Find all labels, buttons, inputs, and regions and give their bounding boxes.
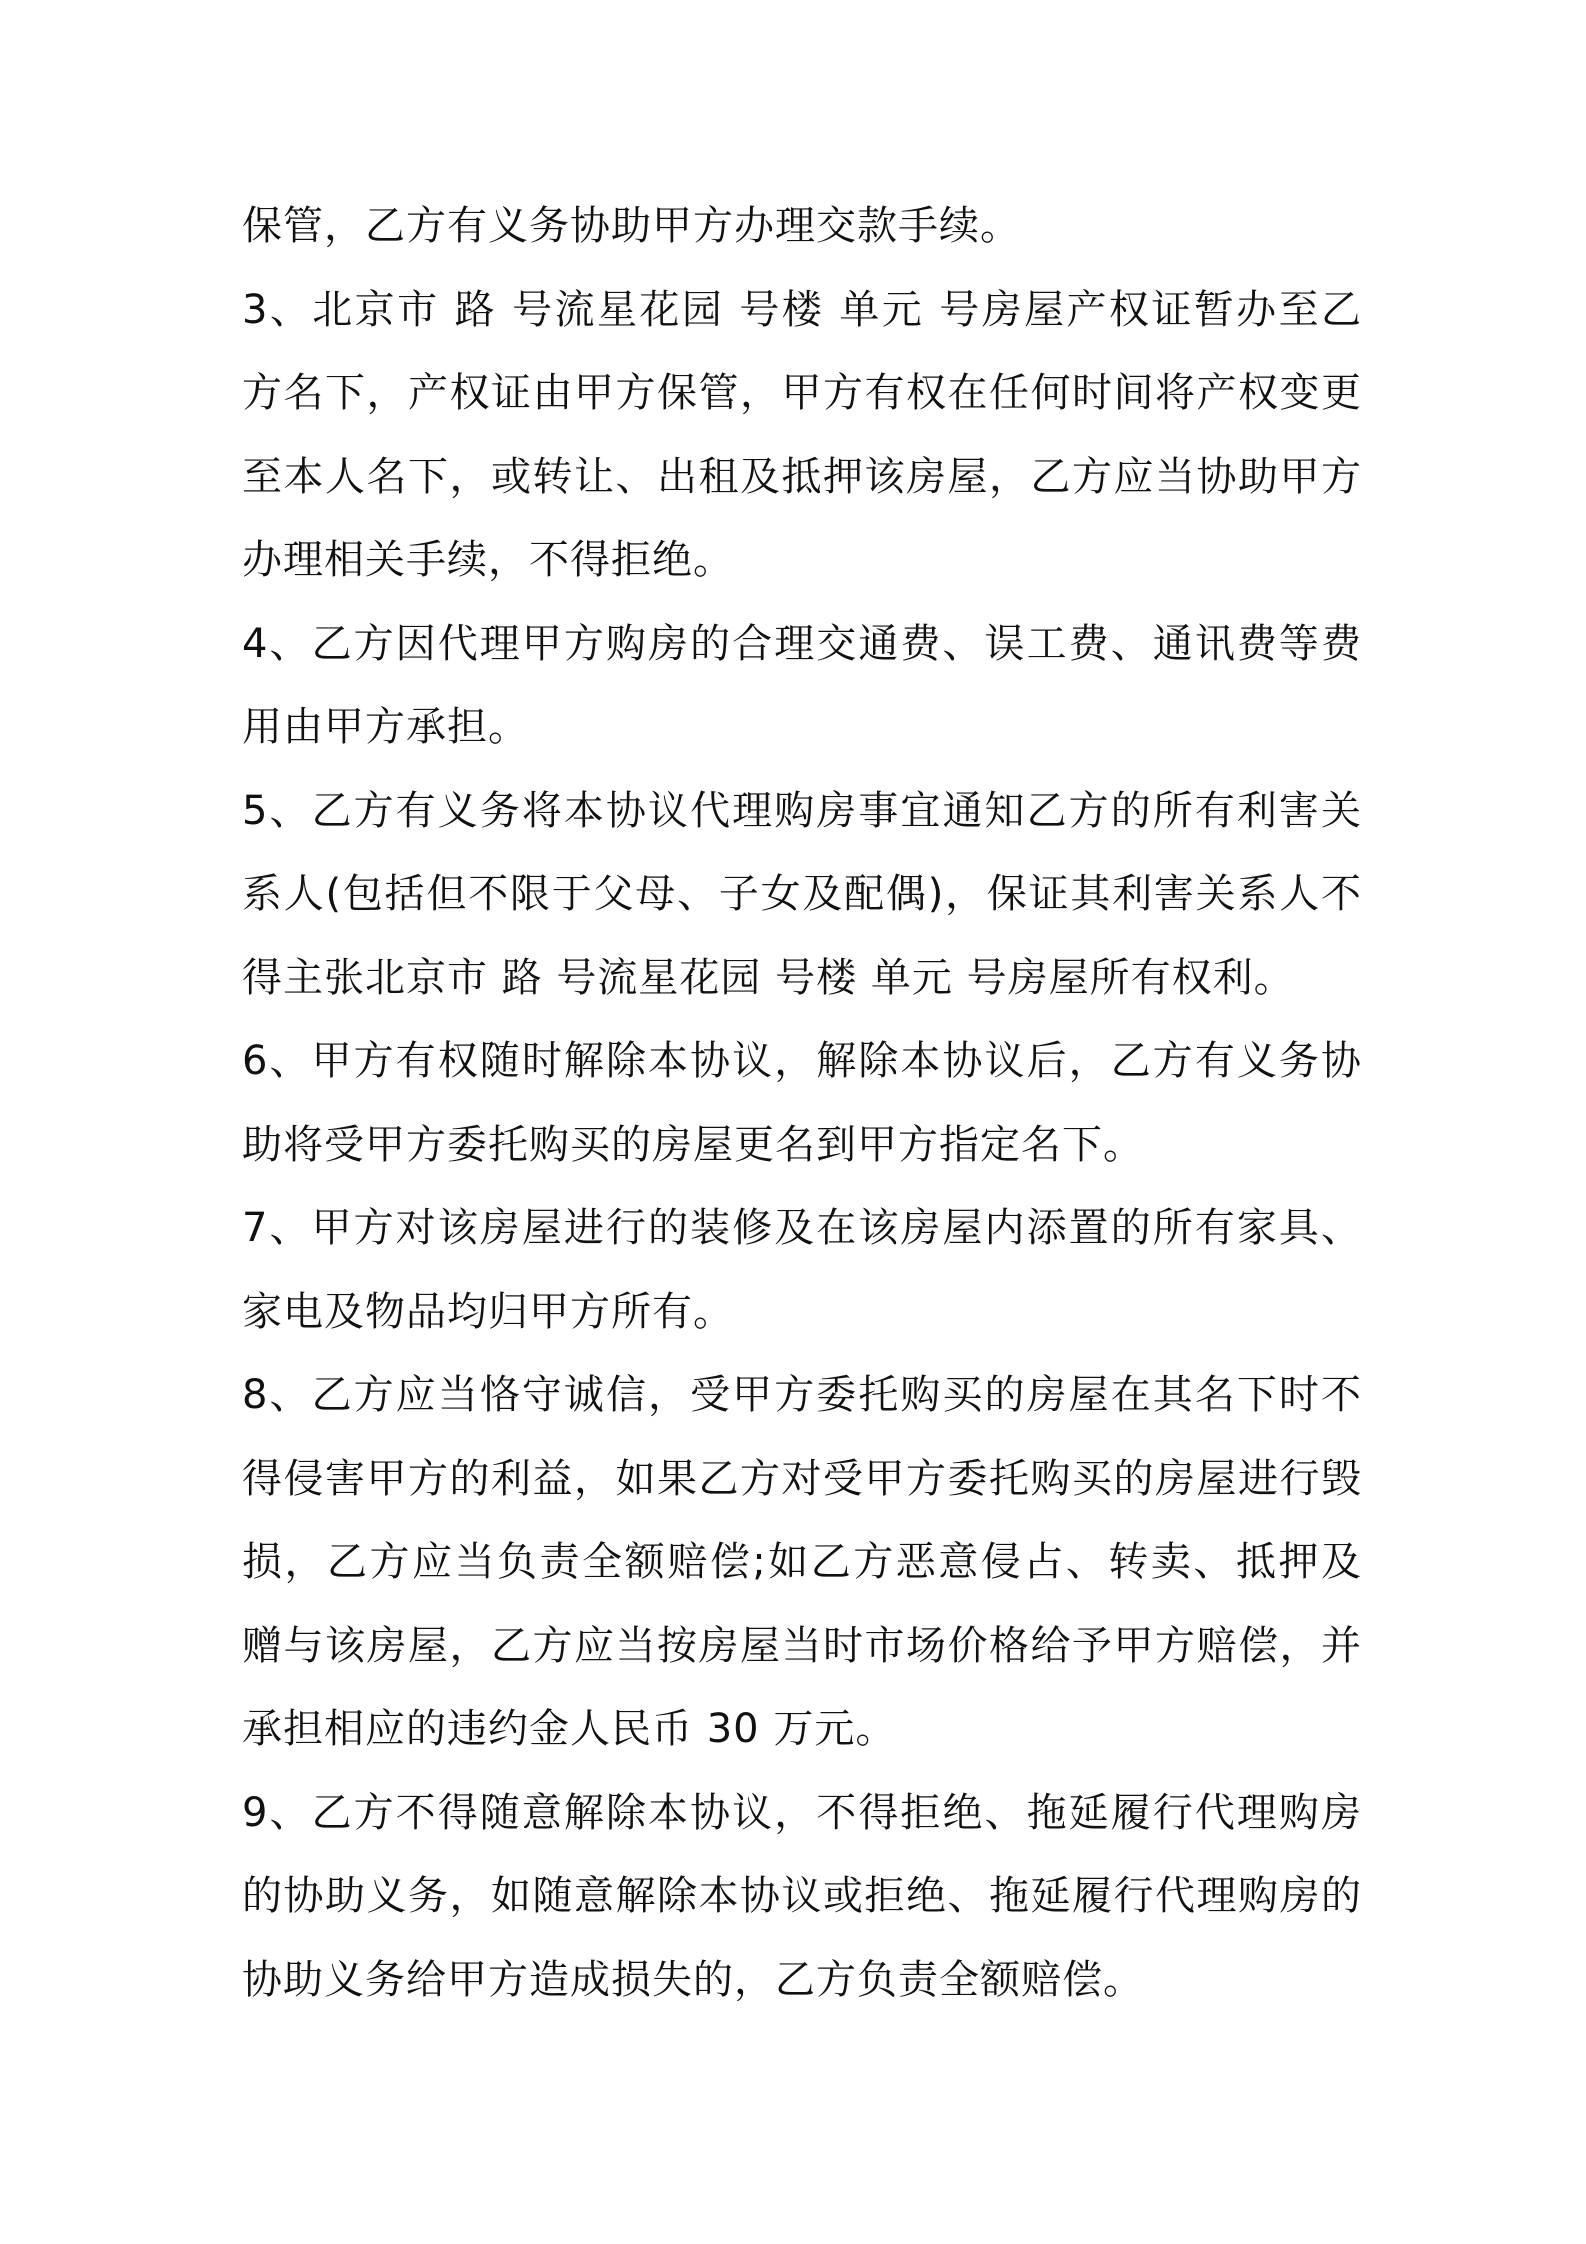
document-body: [242, 185, 1362, 2022]
paragraph-clause-9: 9、乙方不得随意解除本协议，不得拒绝、拖延履行代理购房的协助义务，如随意解除本协议或拒绝、拖延履行代理购房的协助义务给甲方造成损失的，乙方负责全额赔偿。: [242, 1789, 1362, 2003]
paragraph-clause-5: 5、乙方有义务将本协议代理购房事宜通知乙方的所有利害关系人(包括但不限于父母、子女及配偶)，保证其利害关系人不得主张北京市 路 号流星花园 号楼 单元 号房屋所有权利。: [242, 787, 1362, 1001]
paragraph-clause-6: 6、甲方有权随时解除本协议，解除本协议后，乙方有义务协助将受甲方委托购买的房屋更名到甲方指定名下。: [242, 1038, 1362, 1168]
paragraph-clause-8: 8、乙方应当恪守诚信，受甲方委托购买的房屋在其名下时不得侵害甲方的利益，如果乙方对受甲方委托购买的房屋进行毁损，乙方应当负责全额赔偿;如乙方恶意侵占、转卖、抵押及赠与该房屋，乙方应当按房屋当时市场价格给予甲方赔偿，并承担相应的违约金人民币 30 万元。: [242, 1372, 1362, 1752]
paragraph-clause-3: 3、北京市 路 号流星花园 号楼 单元 号房屋产权证暂办至乙方名下，产权证由甲方保管，甲方有权在任何时间将产权变更至本人名下，或转让、出租及抵押该房屋，乙方应当协助甲方办理相关手续，不得拒绝。: [242, 286, 1362, 583]
paragraph-clause-4: 4、乙方因代理甲方购房的合理交通费、误工费、通讯费等费用由甲方承担。: [242, 620, 1362, 750]
paragraph-clause-7: 7、甲方对该房屋进行的装修及在该房屋内添置的所有家具、家电及物品均归甲方所有。: [242, 1205, 1362, 1335]
paragraph-continuation: 保管，乙方有义务协助甲方办理交款手续。: [242, 203, 1021, 249]
